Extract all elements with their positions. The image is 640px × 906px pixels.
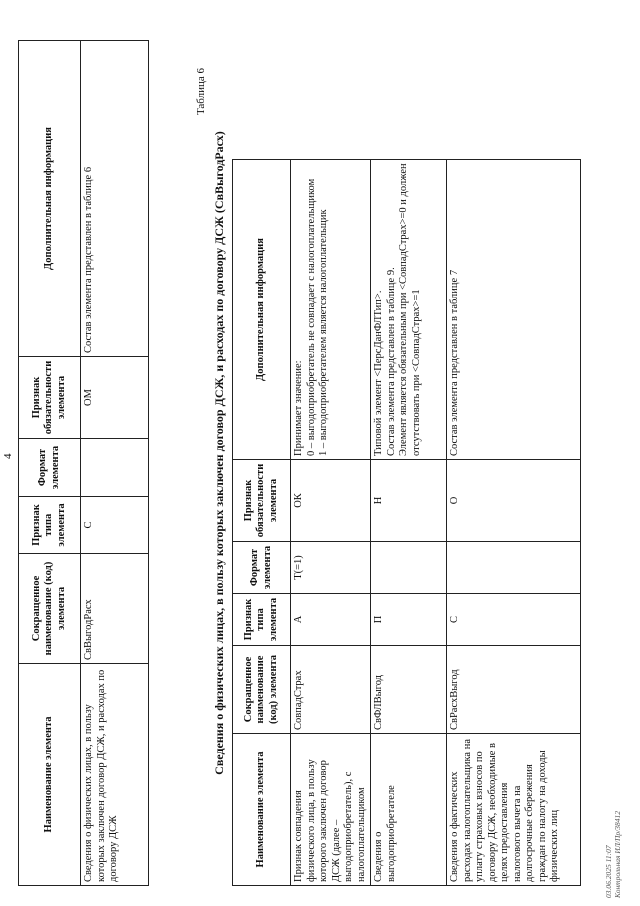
info-line: 0 – выгодоприобретатель не совпадает с налогоплательщиком bbox=[305, 178, 317, 456]
cell-type: П bbox=[371, 594, 447, 646]
stamp-line: Контрольная ИЛ/Пр/38412 bbox=[613, 811, 622, 898]
print-stamp bbox=[604, 811, 622, 898]
col-header: Наименование элемента bbox=[233, 734, 291, 886]
table-row bbox=[81, 41, 149, 886]
table-row bbox=[447, 160, 581, 886]
col-header: Признак обязательности элемента bbox=[19, 357, 81, 439]
table-row bbox=[291, 160, 371, 886]
info-line: Типовой элемент <ПерсДанФЛТип>. bbox=[373, 290, 384, 456]
table-row bbox=[371, 160, 447, 886]
table-header-row bbox=[19, 41, 81, 886]
info-line: Состав элемента представлен в таблице 7 bbox=[449, 269, 460, 456]
info-line: Элемент является обязательным при <СовпадСтрах>=0 и должен отсутствовать при <СовпадСтрах>=1 bbox=[398, 163, 422, 456]
cell-format bbox=[81, 439, 149, 497]
cell-name: Сведения о физических лицах, в пользу которых заключен договор ДСЖ, и расходах по договору ДСЖ bbox=[81, 664, 149, 886]
cell-info bbox=[447, 160, 581, 460]
cell-req: ОМ bbox=[81, 357, 149, 439]
col-header: Дополнительная информация bbox=[19, 41, 81, 357]
info-line: Принимает значение: bbox=[293, 360, 304, 456]
cell-type: С bbox=[81, 497, 149, 554]
table-header-row bbox=[233, 160, 291, 886]
col-header: Формат элемента bbox=[19, 439, 81, 497]
cell-code: СовпадСтрах bbox=[291, 646, 371, 734]
col-header: Формат элемента bbox=[233, 542, 291, 594]
cell-format bbox=[447, 542, 581, 594]
info-line: Состав элемента представлен в таблице 9. bbox=[385, 267, 397, 456]
table-title: Сведения о физических лицах, в пользу которых заключен договор ДСЖ, и расходах по договору ДСЖ (СвВыгодРасх) bbox=[212, 131, 226, 775]
table-elements-summary bbox=[18, 40, 149, 886]
col-header: Сокращенное наименование (код) элемента bbox=[233, 646, 291, 734]
cell-req: ОК bbox=[291, 460, 371, 542]
stamp-line: 03.06.2025 11:07 bbox=[604, 845, 613, 898]
cell-type: С bbox=[447, 594, 581, 646]
cell-format bbox=[371, 542, 447, 594]
cell-code: СвВыгодРасх bbox=[81, 554, 149, 664]
cell-type: А bbox=[291, 594, 371, 646]
cell-code: СвРасхВыгод bbox=[447, 646, 581, 734]
page-number: 4 bbox=[2, 453, 14, 459]
cell-info: Состав элемента представлен в таблице 6 bbox=[81, 41, 149, 357]
cell-req: О bbox=[447, 460, 581, 542]
cell-code: СвФЛВыгод bbox=[371, 646, 447, 734]
cell-req: Н bbox=[371, 460, 447, 542]
cell-info bbox=[291, 160, 371, 460]
col-header: Признак типа элемента bbox=[233, 594, 291, 646]
col-header: Дополнительная информация bbox=[233, 160, 291, 460]
col-header: Признак типа элемента bbox=[19, 497, 81, 554]
cell-name: Сведения о фактических расходах налогоплательщика на уплату страховых взносов по договору ДСЖ, необходимые в целях предоставления налогового вычета на долгосрочные сбережения граждан по налогу на доходы физических лиц bbox=[447, 734, 581, 886]
col-header: Сокращенное наименование (код) элемента bbox=[19, 554, 81, 664]
cell-name: Сведения о выгодоприобретателе bbox=[371, 734, 447, 886]
cell-format: T(=1) bbox=[291, 542, 371, 594]
info-line: 1 – выгодоприобретателем является налогоплательщик bbox=[318, 209, 329, 456]
table-elements-detail bbox=[232, 159, 581, 886]
cell-name: Признак совпадения физического лица, в пользу которого заключен договор ДСЖ (далее – выгодоприобретатель), с налогоплательщиком bbox=[291, 734, 371, 886]
col-header: Наименование элемента bbox=[19, 664, 81, 886]
cell-info bbox=[371, 160, 447, 460]
col-header: Признак обязательности элемента bbox=[233, 460, 291, 542]
table-label: Таблица 6 bbox=[195, 68, 207, 116]
